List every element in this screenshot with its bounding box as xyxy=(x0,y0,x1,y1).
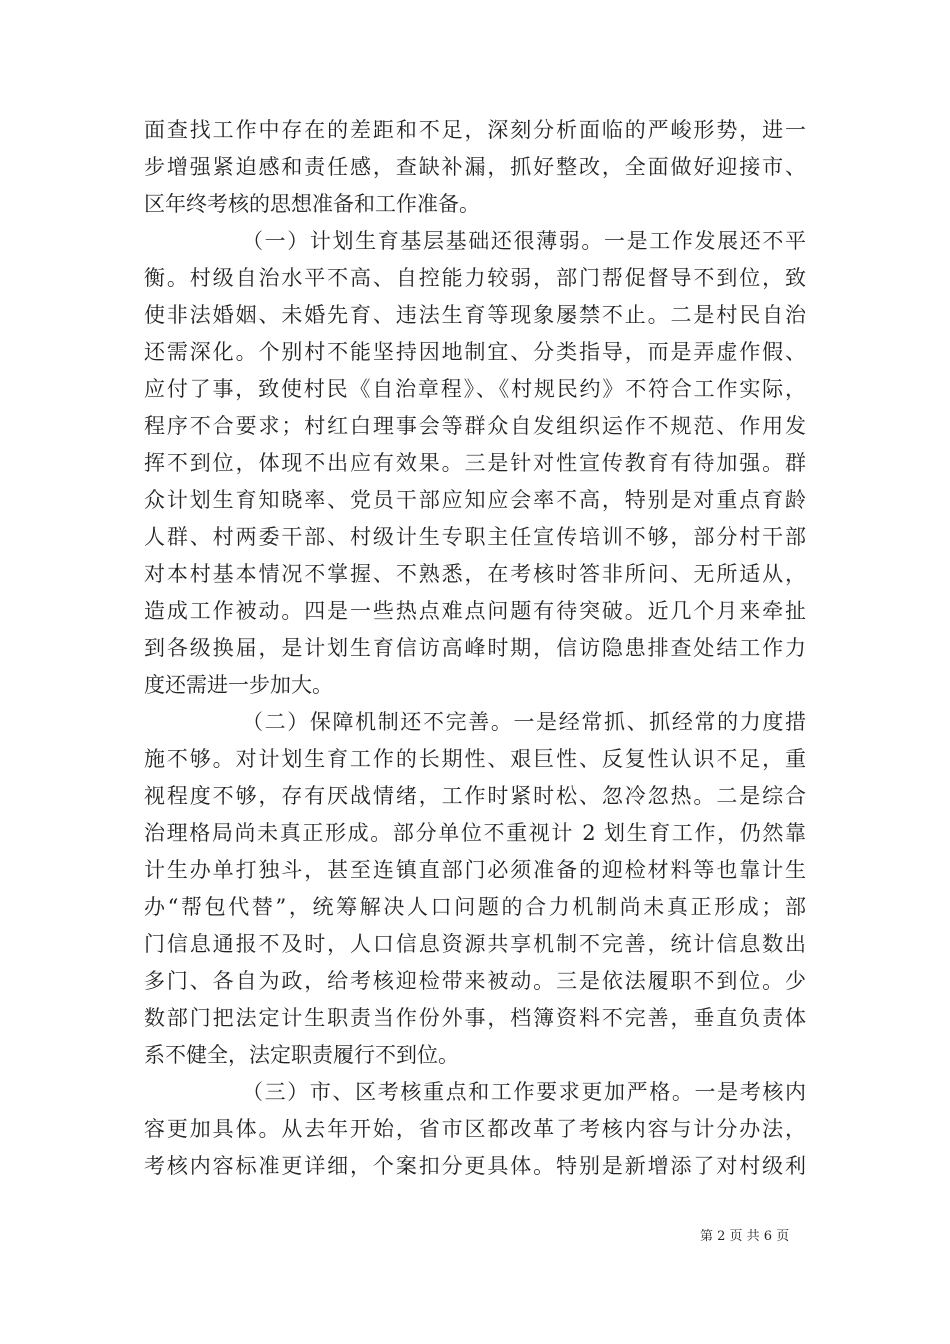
text-line: 人群、村两委干部、村级计生专职主任宣传培训不够，部分村干部 xyxy=(144,525,806,549)
text-line: 多门、各自为政，给考核迎检带来被动。三是依法履职不到位。少 xyxy=(144,969,806,993)
text-line: 施不够。对计划生育工作的长期性、艰巨性、反复性认识不足，重 xyxy=(144,747,806,771)
text-line: 门信息通报不及时，人口信息资源共享机制不完善，统计信息数出 xyxy=(144,932,806,956)
text-line: 使非法婚姻、未婚先育、违法生育等现象屡禁不止。二是村民自治 xyxy=(144,303,806,327)
text-line: 面查找工作中存在的差距和不足，深刻分析面临的严峻形势，进一 xyxy=(144,118,806,142)
text-line: 系不健全，法定职责履行不到位。 xyxy=(144,1043,459,1067)
text-line: 计生办单打独斗，甚至连镇直部门必须准备的迎检材料等也靠计生 xyxy=(144,858,806,882)
page-number-footer: 第 2 页 共 6 页 xyxy=(700,1229,790,1244)
text-line: 还需深化。个别村不能坚持因地制宜、分类指导，而是弄虚作假、 xyxy=(144,340,806,364)
text-line: 众计划生育知晓率、党员干部应知应会率不高，特别是对重点育龄 xyxy=(144,488,806,512)
text-line: 容更加具体。从去年开始，省市区都改革了考核内容与计分办法， xyxy=(144,1117,806,1141)
text-line: 程序不合要求；村红白理事会等群众自发组织运作不规范、作用发 xyxy=(144,414,806,438)
text-line: 挥不到位，体现不出应有效果。三是针对性宣传教育有待加强。群 xyxy=(144,451,806,475)
text-line: 办“帮包代替”，统筹解决人口问题的合力机制尚未真正形成；部 xyxy=(144,895,806,919)
text-line: 到各级换届，是计划生育信访高峰时期，信访隐患排查处结工作力 xyxy=(144,636,806,660)
section-heading-3: （三）市、区考核重点和工作要求更加严格。一是考核内 xyxy=(242,1080,806,1104)
text-line: 视程度不够，存有厌战情绪，工作时紧时松、忽冷忽热。二是综合 xyxy=(144,784,806,808)
body-text xyxy=(144,112,806,1185)
text-line: 步增强紧迫感和责任感，查缺补漏，抓好整改，全面做好迎接市、 xyxy=(144,155,806,179)
text-line: 区年终考核的思想准备和工作准备。 xyxy=(144,192,480,216)
section-heading-2: （二）保障机制还不完善。一是经常抓、抓经常的力度措 xyxy=(242,710,806,734)
text-line: 度还需进一步加大。 xyxy=(144,673,333,697)
text-line: 治理格局尚未真正形成。部分单位不重视计 2 划生育工作，仍然靠 xyxy=(144,821,806,845)
text-line: 数部门把法定计生职责当作份外事，档簿资料不完善，垂直负责体 xyxy=(144,1006,806,1030)
text-line: 应付了事，致使村民《自治章程》、《村规民约》不符合工作实际， xyxy=(144,377,806,401)
text-line: 衡。村级自治水平不高、自控能力较弱，部门帮促督导不到位，致 xyxy=(144,266,806,290)
text-line: 对本村基本情况不掌握、不熟悉，在考核时答非所问、无所适从， xyxy=(144,562,806,586)
text-line: 造成工作被动。四是一些热点难点问题有待突破。近几个月来牵扯 xyxy=(144,599,806,623)
text-line: 考核内容标准更详细，个案扣分更具体。特别是新增添了对村级利 xyxy=(144,1154,806,1178)
section-heading-1: （一）计划生育基层基础还很薄弱。一是工作发展还不平 xyxy=(242,229,806,253)
